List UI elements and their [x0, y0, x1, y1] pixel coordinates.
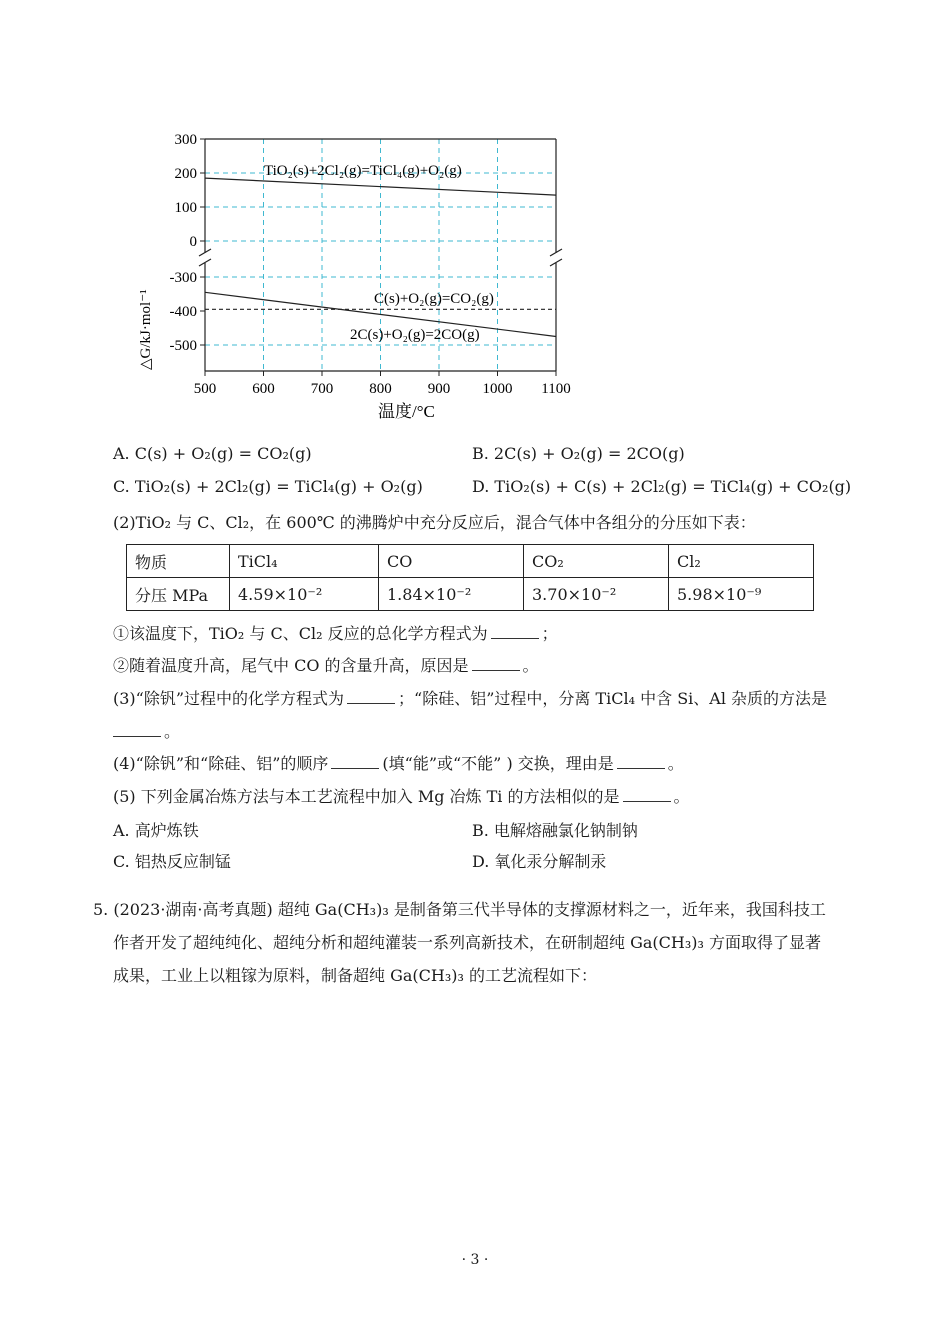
q2-sub1-end: ； [541, 624, 558, 643]
q5-option-d: D. 氧化汞分解制汞 [472, 852, 607, 871]
q5-end: 。 [673, 787, 690, 806]
q5-option-b: B. 电解熔融氯化钠制钠 [472, 821, 638, 840]
q4-text-b: (填“能”或“不能” ) 交换，理由是 [382, 754, 614, 773]
series-label-co: 2C(s)+O₂(g)=2CO(g) [350, 327, 480, 343]
y-tick-label: 300 [174, 132, 197, 148]
q5-option-c: C. 铝热反应制锰 [113, 852, 231, 871]
q2-sub2 [113, 654, 539, 677]
answer-blank[interactable] [623, 785, 671, 802]
table-cell: 3.70×10⁻² [524, 578, 669, 611]
y-axis-label: △G/kJ·mol⁻¹ [138, 289, 154, 370]
answer-blank[interactable] [113, 720, 161, 737]
answer-blank[interactable] [347, 687, 395, 704]
x-tick-label: 1000 [482, 381, 513, 397]
q3-line1 [113, 687, 827, 710]
q5-line [113, 785, 690, 808]
q2-sub1-text: ①该温度下，TiO₂ 与 C、Cl₂ 反应的总化学方程式为 [113, 624, 488, 643]
problem5-line2: 作者开发了超纯纯化、超纯分析和超纯灌装一系列高新技术，在研制超纯 Ga(CH₃)₃ 方面取得了显著 [113, 933, 822, 952]
y-tick-label: 0 [189, 234, 197, 250]
x-tick-label: 800 [369, 381, 392, 397]
x-axis-label: 温度/°C [378, 402, 435, 421]
q5-text: (5) 下列金属冶炼方法与本工艺流程中加入 Mg 冶炼 Ti 的方法相似的是 [113, 787, 620, 806]
q2-sub1 [113, 622, 558, 645]
answer-blank[interactable] [617, 752, 665, 769]
problem5-line3: 成果，工业上以粗镓为原料，制备超纯 Ga(CH₃)₃ 的工艺流程如下： [113, 966, 598, 985]
answer-blank[interactable] [472, 654, 520, 671]
q1-option-b: B. 2C(s) + O₂(g) = 2CO(g) [472, 444, 685, 463]
x-tick-label: 500 [193, 381, 217, 397]
answer-blank[interactable] [331, 752, 379, 769]
q2-sub2-text: ②随着温度升高，尾气中 CO 的含量升高，原因是 [113, 656, 469, 675]
answer-blank[interactable] [491, 622, 539, 639]
table-cell: 4.59×10⁻² [230, 578, 379, 611]
table-cell: 5.98×10⁻⁹ [669, 578, 814, 611]
y-tick-label: 100 [174, 200, 197, 216]
series-line-tio2 [205, 178, 556, 195]
table-row [127, 578, 814, 611]
delta-g-temperature-chart [130, 125, 590, 425]
y-tick-label: -500 [169, 338, 197, 354]
x-tick-label: 900 [427, 381, 451, 397]
table-header-cell: TiCl₄ [230, 545, 379, 578]
q1-option-d: D. TiO₂(s) + C(s) + 2Cl₂(g) = TiCl₄(g) + CO₂(g) [472, 477, 852, 496]
q5-option-a: A. 高炉炼铁 [113, 821, 199, 840]
q1-option-a: A. C(s) + O₂(g) = CO₂(g) [113, 444, 312, 463]
q3-text-b: ；“除硅、铝”过程中，分离 TiCl₄ 中含 Si、Al 杂质的方法是 [398, 689, 828, 708]
page-number: · 3 · [461, 1252, 489, 1268]
x-tick-label: 600 [252, 381, 275, 397]
q2-sub2-end: 。 [522, 656, 539, 675]
q2-intro: (2)TiO₂ 与 C、Cl₂，在 600℃ 的沸腾炉中充分反应后，混合气体中各组分的分压如下表： [113, 513, 756, 532]
series-label-co2: C(s)+O₂(g)=CO₂(g) [374, 291, 494, 307]
q3-line2 [113, 720, 180, 743]
table-header-cell: CO₂ [524, 545, 669, 578]
q4-line [113, 752, 684, 775]
y-tick-label: -300 [169, 270, 197, 286]
y-tick-label: -400 [169, 304, 197, 320]
q1-option-c: C. TiO₂(s) + 2Cl₂(g) = TiCl₄(g) + O₂(g) [113, 477, 423, 496]
q4-text-a: (4)“除钒”和“除硅、铝”的顺序 [113, 754, 329, 773]
x-tick-label: 1100 [541, 381, 571, 397]
table-header-cell: CO [379, 545, 524, 578]
table-header-cell: 物质 [127, 545, 230, 578]
q4-end: 。 [667, 754, 684, 773]
table-cell: 分压 MPa [127, 578, 230, 611]
table-header-cell: Cl₂ [669, 545, 814, 578]
q3-text-a: (3)“除钒”过程中的化学方程式为 [113, 689, 345, 708]
q3-end: 。 [164, 722, 181, 741]
partial-pressure-table [126, 544, 814, 611]
series-label-tio2: TiO₂(s)+2Cl₂(g)=TiCl₄(g)+O₂(g) [264, 163, 462, 179]
table-cell: 1.84×10⁻² [379, 578, 524, 611]
y-tick-label: 200 [174, 166, 197, 182]
problem5-line1: 5. (2023·湖南·高考真题) 超纯 Ga(CH₃)₃ 是制备第三代半导体的支撑源材料之一，近年来，我国科技工 [93, 900, 826, 919]
x-tick-label: 700 [310, 381, 334, 397]
table-header-row [127, 545, 814, 578]
